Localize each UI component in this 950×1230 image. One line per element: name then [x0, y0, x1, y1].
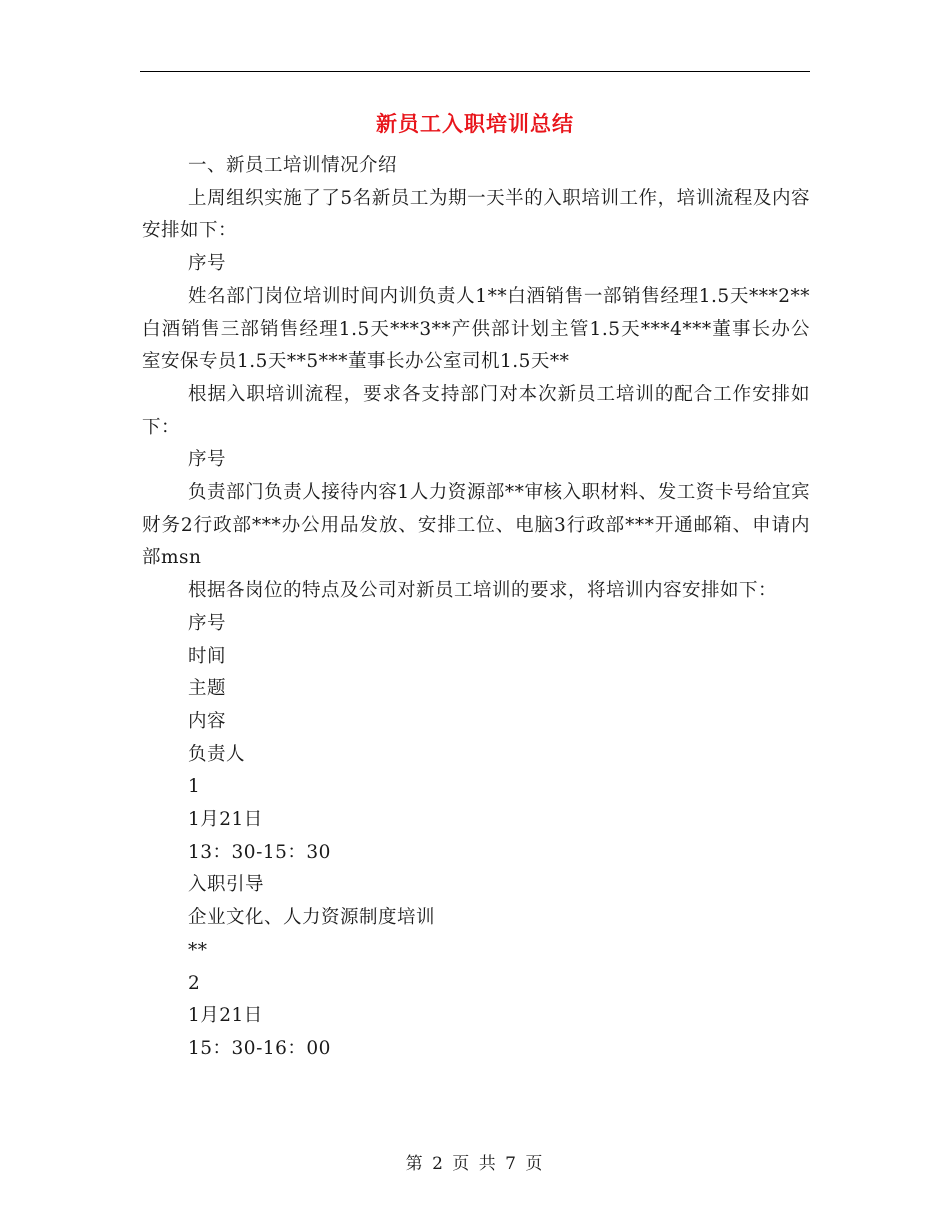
- paragraph: 1月21日: [188, 809, 263, 831]
- document-body: [142, 150, 810, 1066]
- paragraph: 内容: [188, 710, 227, 732]
- paragraph: 入职引导: [188, 874, 265, 896]
- page-footer: 第 2 页 共 7 页: [405, 1154, 545, 1174]
- document-title: 新员工入职培训总结: [376, 111, 574, 136]
- paragraph: 时间: [188, 645, 227, 667]
- paragraph: 一、新员工培训情况介绍: [188, 155, 398, 176]
- paragraph: 13：30-15：30: [188, 841, 331, 863]
- paragraph: 序号: [188, 612, 227, 634]
- paragraph: 根据入职培训流程，要求各支持部门对本次新员工培训的配合工作安排如下：: [142, 383, 810, 438]
- paragraph: 姓名部门岗位培训时间内训负责人1**白酒销售一部销售经理1.5天***2**白酒销售三部销售经理1.5天***3**产供部计划主管1.5天***4***董事长办公室安保专员1.5天**5***董事长办公室司机1.5天**: [142, 285, 810, 373]
- paragraph: 企业文化、人力资源制度培训: [188, 907, 436, 929]
- paragraph: 根据各岗位的特点及公司对新员工培训的要求，将培训内容安排如下：: [188, 580, 778, 602]
- paragraph: 负责人: [188, 743, 246, 765]
- paragraph: 上周组织实施了了5名新员工为期一天半的入职培训工作，培训流程及内容安排如下：: [142, 187, 810, 242]
- paragraph: 主题: [188, 678, 227, 700]
- paragraph: 序号: [188, 253, 227, 275]
- paragraph: **: [188, 939, 208, 961]
- paragraph: 负责部门负责人接待内容1人力资源部**审核入职材料、发工资卡号给宜宾财务2行政部***办公用品发放、安排工位、电脑3行政部***开通邮箱、申请内部msn: [142, 482, 810, 569]
- paragraph: 1月21日: [188, 1005, 263, 1027]
- paragraph: 序号: [188, 449, 227, 471]
- paragraph: 2: [188, 972, 201, 994]
- paragraph: 15：30-16：00: [188, 1037, 331, 1059]
- header-rule: [140, 71, 810, 72]
- paragraph: 1: [188, 776, 201, 798]
